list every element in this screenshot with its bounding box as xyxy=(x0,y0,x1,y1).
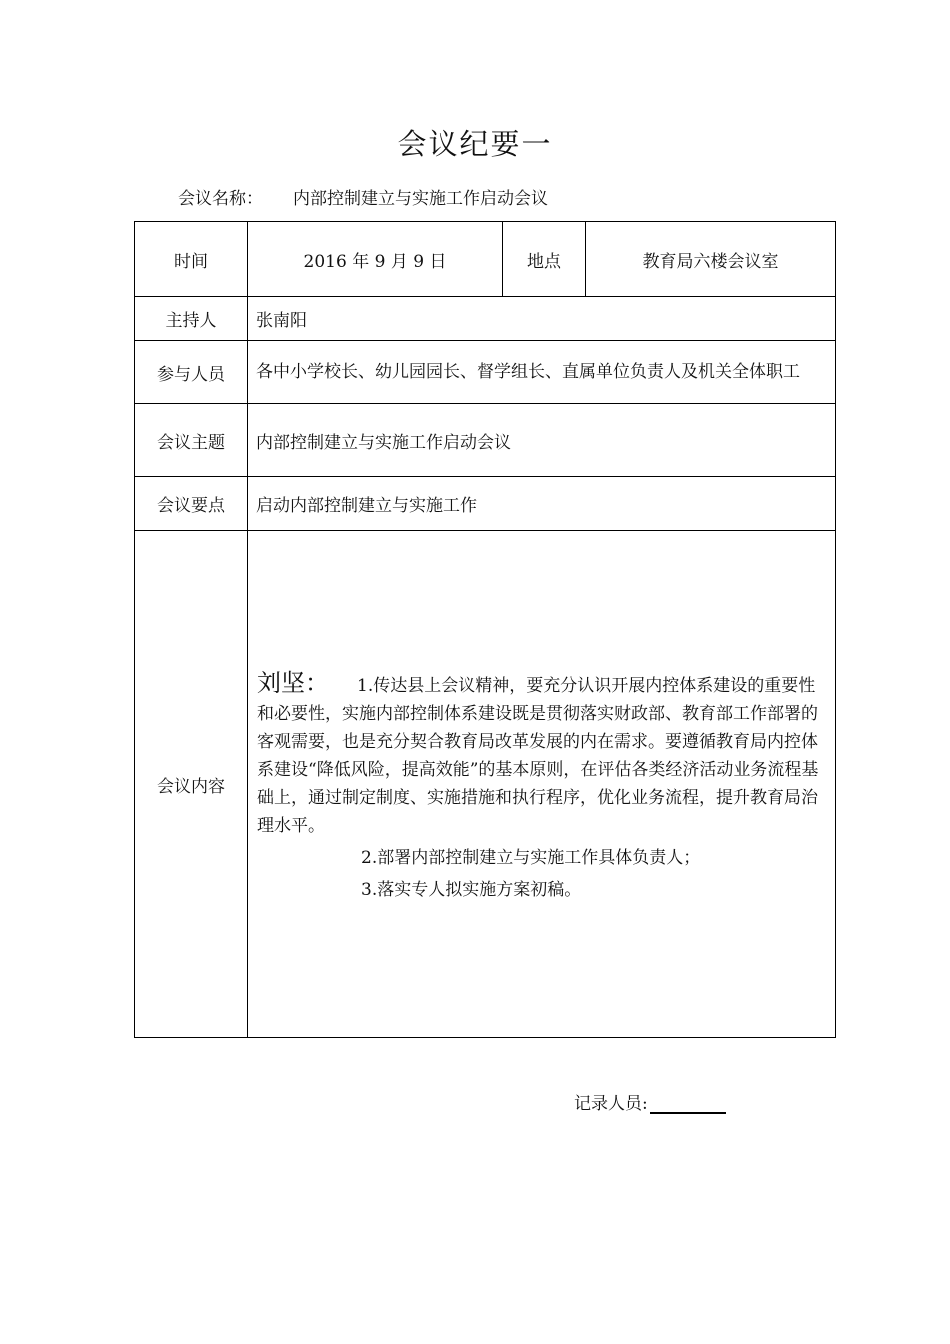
content-paragraph-1 xyxy=(257,669,827,840)
place-label: 地点 xyxy=(503,222,586,297)
minutes-table xyxy=(134,221,836,1038)
content-item-1: 1.传达县上会议精神，要充分认识开展内控体系建设的重要性和必要性，实施内部控制体系建设既是贯彻落实财政部、教育部工作部署的客观需要，也是充分契合教育局改革发展的内在需求。要遵循教育局内控体系建设“降低风险，提高效能”的基本原则，在评估各类经济活动业务流程基础上，通过制定制度、实施措施和执行程序，优化业务流程，提升教育局治理水平。 xyxy=(257,676,819,836)
table-row-content xyxy=(135,531,836,1038)
content-cell xyxy=(248,531,836,1038)
table-row-host xyxy=(135,297,836,341)
time-label: 时间 xyxy=(135,222,248,297)
meeting-name-line xyxy=(178,184,548,209)
content-item-3: 3.落实专人拟实施方案初稿。 xyxy=(361,880,582,900)
place-value: 教育局六楼会议室 xyxy=(586,222,836,297)
recorder-signature-blank xyxy=(650,1092,726,1114)
attendees-value: 各中小学校长、幼儿园园长、督学组长、直属单位负责人及机关全体职工 xyxy=(248,341,836,404)
meeting-name-label: 会议名称： xyxy=(178,189,263,209)
topic-label: 会议主题 xyxy=(135,404,248,477)
content-label: 会议内容 xyxy=(135,531,248,1038)
keypoints-label: 会议要点 xyxy=(135,477,248,531)
table-row-time-place xyxy=(135,222,836,297)
topic-value: 内部控制建立与实施工作启动会议 xyxy=(248,404,836,477)
table-row-topic xyxy=(135,404,836,477)
speaker-name: 刘坚： xyxy=(257,669,329,697)
attendees-label: 参与人员 xyxy=(135,341,248,404)
time-value: 2016 年 9 月 9 日 xyxy=(248,222,503,297)
host-label: 主持人 xyxy=(135,297,248,341)
recorder-label: 记录人员: xyxy=(574,1094,648,1114)
document-title: 会议纪要一 xyxy=(397,127,553,161)
table-row-attendees xyxy=(135,341,836,404)
recorder-line xyxy=(574,1089,726,1114)
content-body xyxy=(257,669,827,904)
content-item-2: 2.部署内部控制建立与实施工作具体负责人； xyxy=(361,848,701,868)
keypoints-value: 启动内部控制建立与实施工作 xyxy=(248,477,836,531)
meeting-name-value: 内部控制建立与实施工作启动会议 xyxy=(293,189,548,209)
table-row-keypoints xyxy=(135,477,836,531)
host-value: 张南阳 xyxy=(248,297,836,341)
